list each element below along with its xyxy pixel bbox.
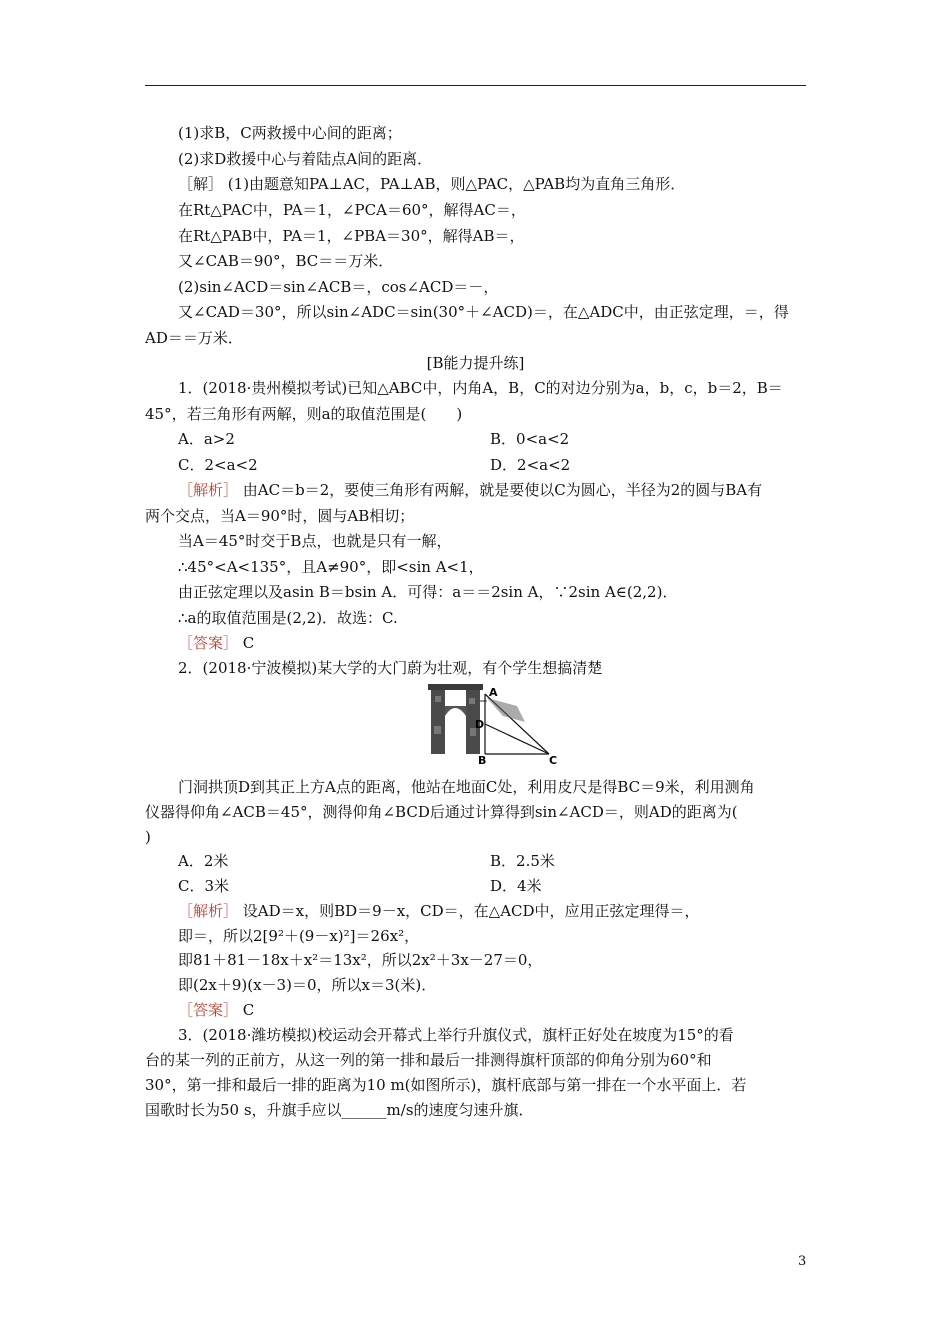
label-c: C — [549, 754, 558, 766]
question-part-2: (2)求D救援中心与着陆点A间的距离． — [178, 150, 433, 168]
problem-3-line-3: 30°，第一排和最后一排的距离为10 m(如图所示)，旗杆底部与第一排在一个水平面上．若 — [145, 1076, 747, 1094]
solution-text: (1)由题意知PA⊥AC，PA⊥AB，则△PAC，△PAB均为直角三角形． — [227, 175, 686, 193]
problem-3-line-2: 台的某一列的正前方，从这一列的第一排和最后一排测得旗杆顶部的仰角分别为60°和 — [145, 1051, 712, 1069]
problem-1-option-a: A．a>2 — [178, 430, 235, 448]
problem-2-analysis-line-4: 即(2x＋9)(x－3)＝0，所以x＝3(米)． — [178, 976, 437, 994]
problem-1-option-c: C．2<a<2 — [178, 456, 258, 474]
problem-2-answer — [178, 1000, 254, 1020]
problem-1-analysis-line-6: ∴a的取值范围是(2,2)．故选：C. — [178, 609, 398, 627]
gate-top-beam — [428, 684, 483, 690]
problem-1-analysis-line-4: ∴45°<A<135°，且A≠90°，即<sin A<1， — [178, 558, 484, 576]
problem-1-analysis-line-2: 两个交点，当A＝90°时，圆与AB相切； — [145, 507, 415, 525]
analysis-tag: ［解析］ — [178, 481, 239, 499]
label-b: B — [478, 754, 487, 766]
problem-2-option-d: D．4米 — [490, 877, 542, 895]
solution-line-6: 又∠CAD＝30°，所以sin∠ADC＝sin(30°＋∠ACD)＝，在△ADC中，由正弦定理，＝，得 — [178, 303, 789, 321]
problem-2-line-2: 门洞拱顶D到其正上方A点的距离，他站在地面C处，利用皮尺是得BC＝9米，利用测角 — [178, 778, 755, 796]
header-rule — [145, 85, 806, 86]
problem-1-option-d: D．2<a<2 — [490, 456, 571, 474]
problem-1-answer — [178, 633, 254, 653]
label-d: D — [475, 718, 485, 731]
problem-1-line-2: 45°，若三角形有两解，则a的取值范围是( ) — [145, 405, 463, 423]
line-dc — [485, 724, 549, 754]
problem-1-analysis-line-5: 由正弦定理以及asin B＝bsin A．可得：a＝＝2sin A，∵2sin A∈(2,2)． — [178, 583, 678, 601]
solution-line-7: AD＝＝万米． — [145, 329, 243, 347]
solution-line-5: (2)sin∠ACD＝sin∠ACB＝，cos∠ACD＝－， — [178, 278, 499, 296]
problem-2-line-4: ) — [145, 828, 151, 846]
problem-2-option-c: C．3米 — [178, 877, 230, 895]
page-number: 3 — [798, 1254, 807, 1269]
problem-3-line-4: 国歌时长为50 s，升旗手应以______m/s的速度匀速升旗． — [145, 1101, 534, 1119]
solution-line-2: 在Rt△PAC中，PA＝1，∠PCA＝60°，解得AC＝， — [178, 201, 526, 219]
gate-figure — [425, 676, 560, 766]
solution-line-3: 在Rt△PAB中，PA＝1，∠PBA＝30°，解得AB＝， — [178, 227, 525, 245]
label-a: A — [489, 686, 498, 699]
solution-line-4: 又∠CAB＝90°，BC＝＝万米． — [178, 252, 394, 270]
answer-value: C — [242, 1001, 255, 1019]
solution-tag: ［解］ — [178, 175, 224, 193]
solution-line-1 — [178, 174, 685, 194]
problem-2-option-a: A．2米 — [178, 852, 229, 870]
problem-2-analysis-line-1 — [178, 901, 700, 921]
problem-1-line-1: 1．(2018·贵州模拟考试)已知△ABC中，内角A，B，C的对边分别为a，b，c，b＝2，B＝ — [178, 379, 783, 397]
analysis-text: 由AC＝b＝2，要使三角形有两解，就是要使以C为圆心，半径为2的圆与BA有 — [242, 481, 763, 499]
problem-1-option-b: B．0<a<2 — [490, 430, 570, 448]
problem-3-line-1: 3．(2018·潍坊模拟)校运动会开幕式上举行升旗仪式，旗杆正好处在坡度为15°的看 — [178, 1026, 734, 1044]
problem-2-line-1: 2．(2018·宁波模拟)某大学的大门蔚为壮观，有个学生想搞清楚 — [178, 659, 603, 677]
problem-1-analysis-line-1 — [178, 480, 762, 500]
problem-2-analysis-line-3: 即81＋81－18x＋x²＝13x²，所以2x²＋3x－27＝0， — [178, 951, 543, 969]
answer-value: C — [242, 634, 255, 652]
analysis-text: 设AD＝x，则BD＝9－x，CD＝，在△ACD中，应用正弦定理得＝， — [242, 902, 700, 920]
problem-2-line-3: 仪器得仰角∠ACB＝45°，测得仰角∠BCD后通过计算得到sin∠ACD＝，则AD的距离为( — [145, 803, 738, 821]
answer-tag: ［答案］ — [178, 1001, 239, 1019]
problem-1-analysis-line-3: 当A＝45°时交于B点，也就是只有一解， — [178, 532, 452, 550]
problem-2-option-b: B．2.5米 — [490, 852, 555, 870]
section-title: [B能力提升练] — [426, 354, 525, 372]
gate-arch — [445, 706, 466, 716]
analysis-tag: ［解析］ — [178, 902, 239, 920]
problem-2-analysis-line-2: 即＝，所以2[9²＋(9－x)²]＝26x²， — [178, 927, 420, 945]
question-part-1: (1)求B，C两救援中心间的距离； — [178, 124, 402, 142]
answer-tag: ［答案］ — [178, 634, 239, 652]
